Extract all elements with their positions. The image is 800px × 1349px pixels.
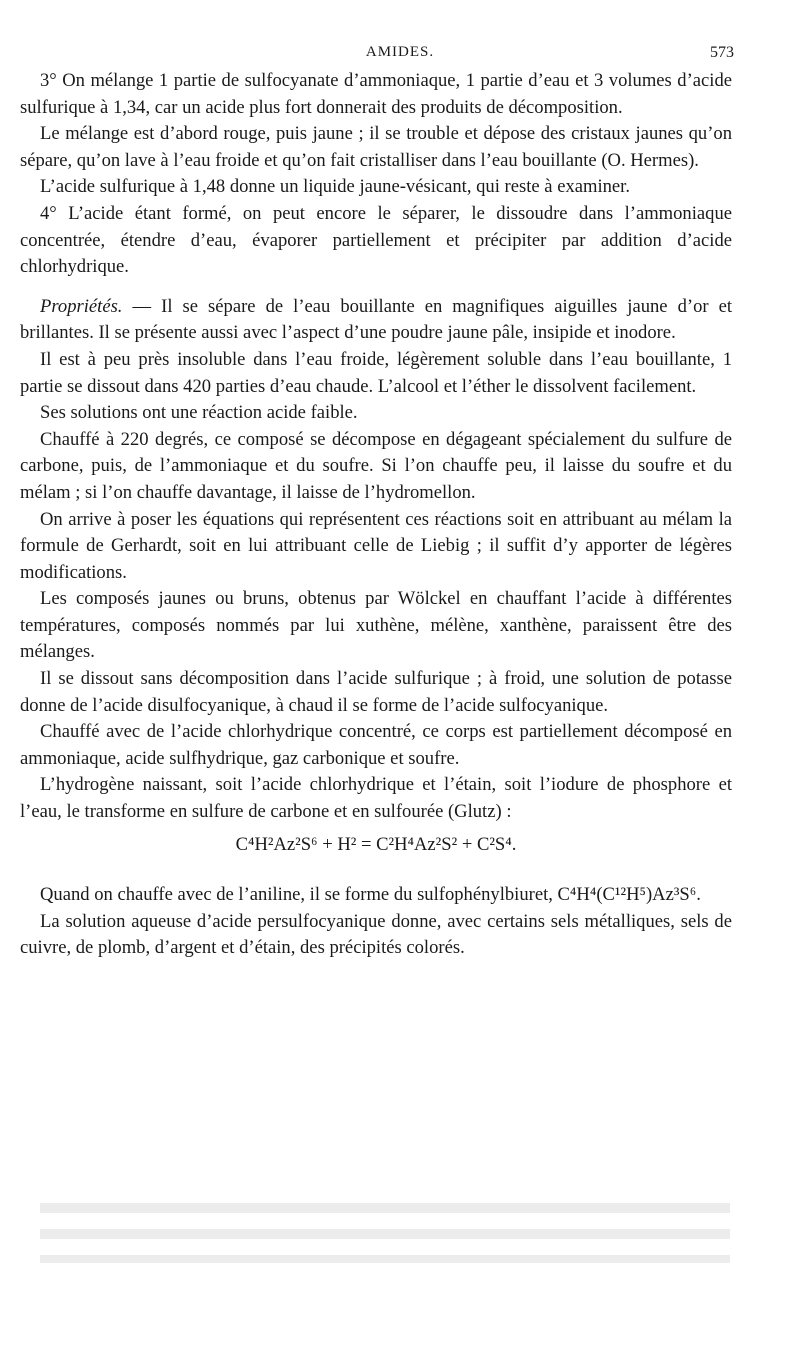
section-label: Propriétés. <box>40 295 123 317</box>
body-text <box>20 68 732 962</box>
paragraph: 4° L’acide étant formé, on peut encore le séparer, le dissoudre dans l’ammoniaque concentrée, étendre d’eau, évaporer partiellement et précipiter par addition d’acide chlorhydrique. <box>20 202 732 278</box>
paragraph: Le mélange est d’abord rouge, puis jaune ; il se trouble et dépose des cristaux jaunes qu’on sépare, qu’on lave à l’eau froide et qu’on fait cristalliser dans l’eau bouillante (O. Hermes). <box>20 123 732 171</box>
paragraph: 3° On mélange 1 partie de sulfocyanate d’ammoniaque, 1 partie d’eau et 3 volumes d’acide sulfurique à 1,34, car un acide plus fort donnerait des produits de décomposition. <box>20 70 732 118</box>
page-number: 573 <box>710 44 734 61</box>
chemical-equation: C⁴H²Az²S⁶ + H² = C²H⁴Az²S² + C²S⁴. <box>235 833 517 855</box>
paragraph: On arrive à poser les équations qui représentent ces réactions soit en attribuant au mélam la formule de Gerhardt, soit en lui attribuant celle de Liebig ; il suffit d’y apporter de légères modifications. <box>20 508 732 583</box>
paragraph: La solution aqueuse d’acide persulfocyanique donne, avec certains sels métalliques, sels de cuivre, de plomb, d’argent et d’étain, des précipités colorés. <box>20 910 732 959</box>
paragraph: Quand on chauffe avec de l’aniline, il se forme du sulfophénylbiuret, C⁴H⁴(C¹²H⁵)Az³S⁶. <box>40 884 701 906</box>
paragraph: Chauffé avec de l’acide chlorhydrique concentré, ce corps est partiellement décomposé en ammoniaque, acide sulfhydrique, gaz carbonique et soufre. <box>20 721 732 769</box>
show-through-text <box>40 1203 730 1263</box>
paragraph: Les composés jaunes ou bruns, obtenus par Wölckel en chauffant l’acide à différentes températures, composés nommés par lui xuthène, mélène, xanthène, paraissent être des mélanges. <box>20 588 732 663</box>
paragraph: Chauffé à 220 degrés, ce composé se décompose en dégageant spécialement du sulfure de carbone, puis, de l’ammoniaque et du soufre. Si l’on chauffe peu, il laisse du soufre et du mélam ; si l’on chauffe davantage, il laisse de l’hydromellon. <box>20 428 732 503</box>
dash: — <box>122 295 162 317</box>
paragraph: Il est à peu près insoluble dans l’eau froide, légèrement soluble dans l’eau bouillante, 1 partie se dissout dans 420 parties d’eau chaude. L’alcool et l’éther le dissolvent facilement. <box>20 348 732 397</box>
running-head <box>0 44 800 68</box>
running-title: AMIDES. <box>365 44 435 60</box>
paragraph: Il se dissout sans décomposition dans l’acide sulfurique ; à froid, une solution de potasse donne de l’acide disulfocyanique, à chaud il se forme de l’acide sulfocyanique. <box>20 668 732 716</box>
paragraph-text: Il se sépare de l’eau bouillante en magnifiques aiguilles jaune d’or et brillantes. Il se présente aussi avec l’aspect d’une poudre jaune pâle, insipide et inodore. <box>20 295 733 344</box>
paragraph: Ses solutions ont une réaction acide faible. <box>40 402 358 424</box>
paragraph: L’acide sulfurique à 1,48 donne un liquide jaune-vésicant, qui reste à examiner. <box>40 176 630 198</box>
proprietes-paragraph <box>20 294 732 347</box>
paragraph: L’hydrogène naissant, soit l’acide chlorhydrique et l’étain, soit l’iodure de phosphore et l’eau, le transforme en sulfure de carbone et en sulfourée (Glutz) : <box>20 774 732 823</box>
